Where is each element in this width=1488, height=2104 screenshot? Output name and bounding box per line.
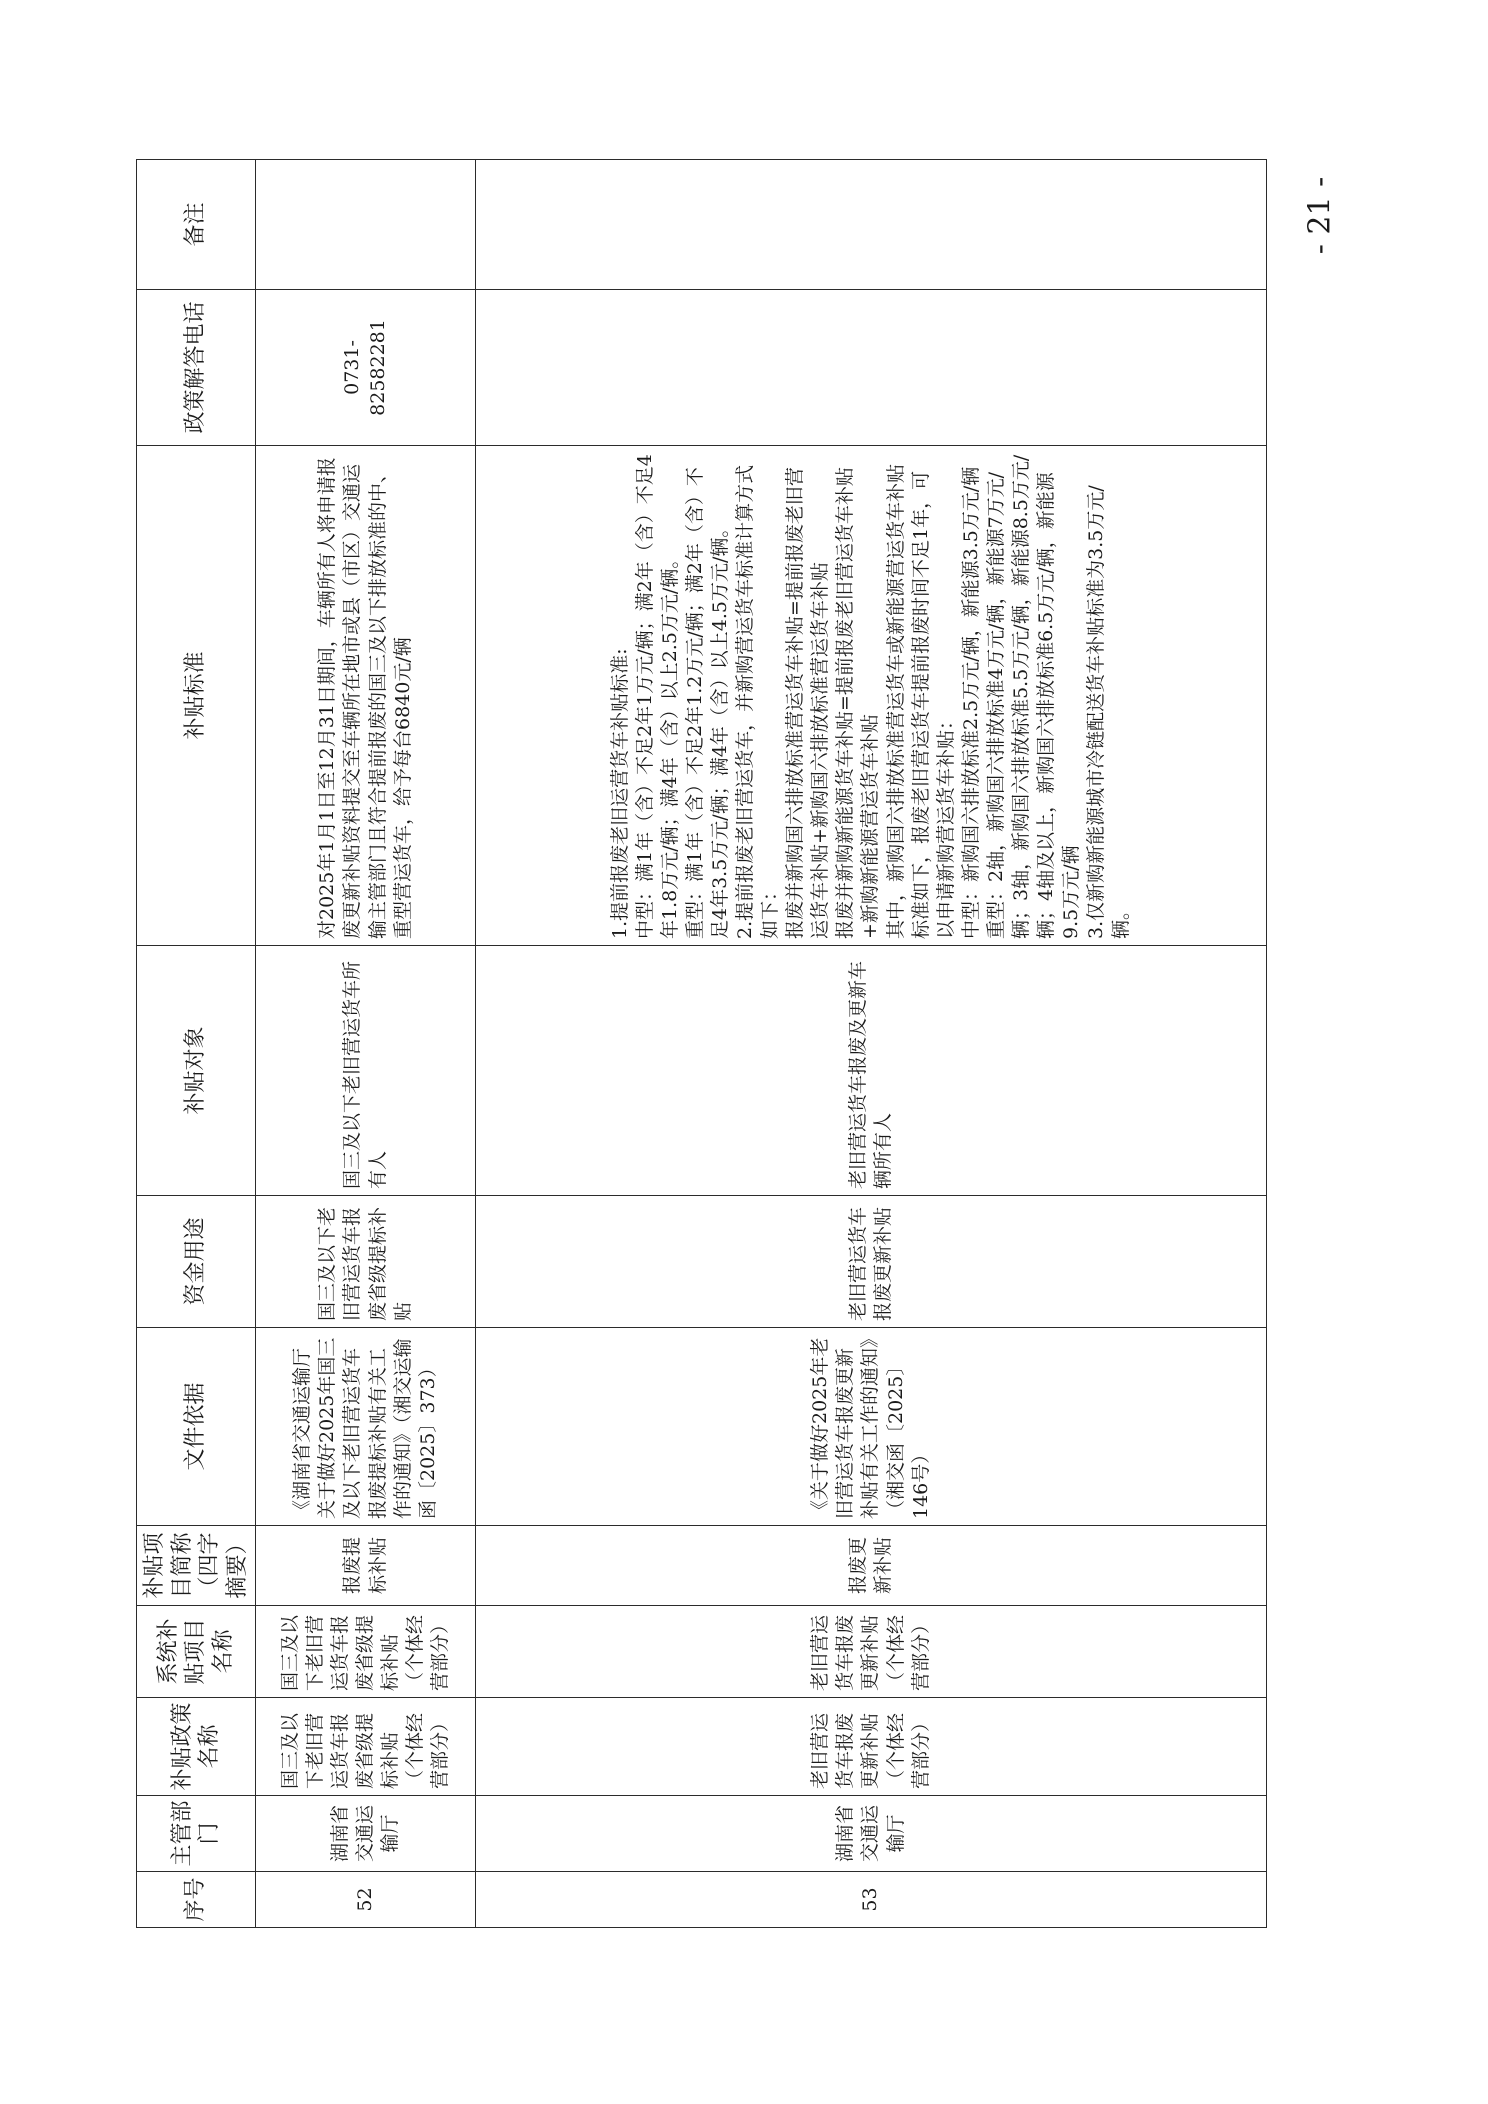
header-short: 补贴项目简称（四字摘要）	[137, 1526, 256, 1606]
page-number-text: - 21 -	[1302, 176, 1338, 254]
row53-target: 老旧营运货车报废及更新车辆所有人	[476, 946, 1267, 1196]
row53-sys-name: 老旧营运货车报废更新补贴（个体经营部分）	[476, 1606, 1267, 1698]
header-basis: 文件依据	[137, 1328, 256, 1526]
standard-line: 重型：满1年（含）不足2年1.2万元/辆；满2年（含）不足4年3.5万元/辆；满4年（含）以上4.5万元/辆。	[683, 467, 731, 939]
row52-basis: 《湖南省交通运输厅关于做好2025年国三及以下老旧营运货车报废提标补贴有关工作的通知》（湘交运输函〔2025〕373）	[256, 1328, 476, 1526]
standard-line: 2.提前报废老旧营运货车，并新购营运货车标准计算方式如下：	[734, 464, 782, 939]
row52-dept: 湖南省交通运输厅	[256, 1796, 476, 1872]
standard-line: 重型：2轴，新购国六排放标准4万元/辆，新能源7万元/辆；3轴，新购国六排放标准5.5万元/辆，新能源8.5万元/辆；4轴及以上，新购国六排放标准6.5万元/辆，新能源9.5万元/辆	[984, 454, 1083, 939]
header-note: 备注	[137, 160, 256, 290]
row52-sys-name: 国三及以下老旧营运货车报废省级提标补贴（个体经营部分）	[256, 1606, 476, 1698]
row52-phone: 0731-82582281	[256, 290, 476, 446]
row53-policy: 老旧营运货车报废更新补贴（个体经营部分）	[476, 1698, 1267, 1796]
row52-seq: 52	[256, 1872, 476, 1928]
header-target: 补贴对象	[137, 946, 256, 1196]
standard-line: 3.仅新购新能源城市冷链配送货车补贴标准为3.5万元/辆。	[1085, 485, 1133, 939]
row52-policy: 国三及以下老旧营运货车报废省级提标补贴（个体经营部分）	[256, 1698, 476, 1796]
table-header-row	[137, 160, 256, 1928]
standard-line: 中型：新购国六排放标准2.5万元/辆，新能源3.5万元/辆	[959, 466, 982, 939]
row52-target: 国三及以下老旧营运货车所有人	[256, 946, 476, 1196]
row53-use: 老旧营运货车报废更新补贴	[476, 1196, 1267, 1328]
header-seq: 序号	[137, 1872, 256, 1928]
table-row	[256, 160, 476, 1928]
standard-line: 1.提前报废老旧运营货车补贴标准:	[608, 648, 631, 939]
header-sys-name: 系统补贴项目名称	[137, 1606, 256, 1698]
row52-short: 报废提标补贴	[256, 1526, 476, 1606]
rotated-table-frame	[136, 160, 1267, 1928]
row53-short: 报废更新补贴	[476, 1526, 1267, 1606]
row53-phone	[476, 290, 1267, 446]
row53-basis: 《关于做好2025年老旧营运货车报废更新补贴有关工作的通知》（湘交函〔2025〕146号）	[476, 1328, 1267, 1526]
subsidy-table	[136, 159, 1267, 1928]
header-dept: 主管部门	[137, 1796, 256, 1872]
table-row	[476, 160, 1267, 1928]
row52-use: 国三及以下老旧营运货车报废省级提标补贴	[256, 1196, 476, 1328]
header-phone: 政策解答电话	[137, 290, 256, 446]
row53-standard	[476, 446, 1267, 946]
row53-dept: 湖南省交通运输厅	[476, 1796, 1267, 1872]
row52-standard: 对2025年1月1日至12月31日期间，车辆所有人将申请报废更新补贴资料提交至车辆所在地市或县（市区）交通运输主管部门且符合提前报废的国三及以下排放标准的中、重型营运货车，给予每台6840元/辆	[256, 446, 476, 946]
standard-line: 报废并新购国六排放标准营运货车补贴=提前报废老旧营运货车补贴+新购国六排放标准营运货车补贴	[784, 467, 832, 939]
standard-line: 其中，新购国六排放标准营运货车或新能源营运货车补贴标准如下，报废老旧营运货车提前报废时间不足1年，可以申请新购营运货车补贴：	[884, 463, 957, 939]
header-standard: 补贴标准	[137, 446, 256, 946]
header-policy: 补贴政策名称	[137, 1698, 256, 1796]
row52-note	[256, 160, 476, 290]
row53-seq: 53	[476, 1872, 1267, 1928]
header-use: 资金用途	[137, 1196, 256, 1328]
row53-note	[476, 160, 1267, 290]
page-number	[1290, 160, 1350, 270]
standard-line: 报废并新购新能源货车补贴=提前报废老旧营运货车补贴+新购新能源营运货车补贴	[834, 467, 882, 939]
standard-line: 中型：满1年（含）不足2年1万元/辆；满2年（含）不足4年1.8万元/辆；满4年（含）以上2.5万元/辆。	[633, 454, 681, 939]
